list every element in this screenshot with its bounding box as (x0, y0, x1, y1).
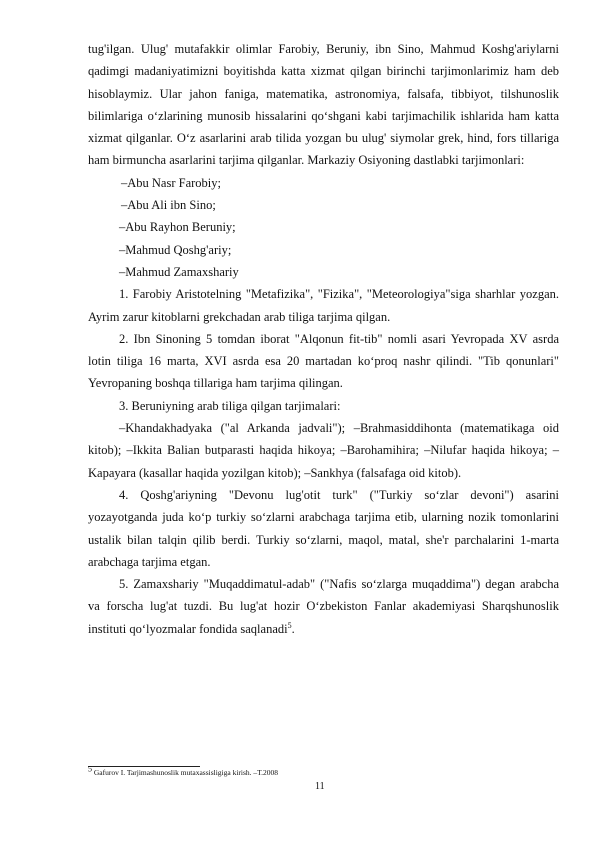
paragraph-zamaxshariy-text: 5. Zamaxshariy "Muqaddimatul-adab" ("Nafis so‘zlarga muqaddima") degan arabcha va forscha lug'at tuzdi. Bu lug'at hozir O‘zbekiston Fanlar akademiyasi Sharqshunoslik instituti qo‘lyozmalar fondida saqlanadi (88, 577, 559, 636)
list-item: –Mahmud Zamaxshariy (119, 264, 239, 279)
paragraph-zamaxshariy (88, 573, 559, 640)
footnote-reference: 5 (287, 620, 292, 630)
list-item: –Abu Rayhon Beruniy; (119, 220, 236, 235)
paragraph-zamaxshariy-end: . (291, 621, 295, 636)
paragraph-ibn-sino: 2. Ibn Sinoning 5 tomdan iborat "Alqonun fit-tib" nomli asari Yevropada XV asrda lotin tiliga 16 marta, XVI asrda esa 20 martadan ko‘proq nashr qilindi. "Tib qonunlari" Yevropaning boshqa tillariga ham tarjima qilingan. (88, 331, 559, 391)
paragraph-qoshgariy: 4. Qoshg'ariyning "Devonu lug'otit turk" ("Turkiy so‘zlar devoni") asarini yozayotganda juda ko‘p turkiy so‘zlarni arabchaga tarjima etib, ularning nozik tomonlarini ustalik bilan talqin qilib berdi. Turkiy so‘zlarni, maqol, matal, she'r parchalarini 1-marta arabchaga tarjima etgan. (88, 487, 559, 569)
intro-paragraph: tug'ilgan. Ulug' mutafakkir olimlar Farobiy, Beruniy, ibn Sino, Mahmud Koshg'ariylarni qadimgi madaniyatimizni boyitishda katta xizmat qilgan birinchi tarjimonlarimiz ham deb hisoblaymiz. Ular jahon faniga, matematika, astronomiya, falsafa, tibbiyot, tilshunoslik bilimlariga o‘zlarining munosib hissalarini qo‘shgani kabi tarjimachilik ishlarida ham katta xizmat qilganlar. O‘z asarlarini arab tilida yozgan bu ulug' siymolar grek, hind, fors tillariga ham birmuncha asarlarini tarjima qilganlar. Markaziy Osiyoning dastlabki tarjimonlari: (88, 42, 559, 168)
list-item: –Abu Ali ibn Sino; (121, 198, 216, 213)
list-item: –Abu Nasr Farobiy; (121, 175, 221, 190)
page-body (88, 38, 559, 640)
footnote-text: Gafurov I. Tarjimashunoslik mutaxassisligiga kirish. –T.2008 (93, 768, 279, 777)
footnote-separator (88, 766, 200, 767)
page-number: 11 (315, 781, 325, 792)
footnote-mark: 5 (88, 764, 92, 774)
list-item: –Mahmud Qoshg'ariy; (119, 242, 232, 257)
paragraph-beruniy-list: –Khandakhadyaka ("al Arkanda jadvali"); –Brahmasiddihonta (matematikaga oid kitob); –Ikkita Balian butparasti haqida hikoya; –Barohamihira; –Nilufar haqida hikoya; –Kapayara (kasallar haqida yozilgan kitob); –Sankhya (falsafaga oid kitob). (88, 421, 559, 480)
paragraph-farobiy: 1. Farobiy Aristotelning "Metafizika", "Fizika", "Meteorologiya"siga sharhlar yozgan. Ayrim zarur kitoblarni grekchadan arab tiliga tarjima qilgan. (88, 287, 559, 324)
paragraph-beruniy-heading: 3. Beruniyning arab tiliga qilgan tarjimalari: (119, 398, 341, 413)
footnote (88, 764, 559, 778)
